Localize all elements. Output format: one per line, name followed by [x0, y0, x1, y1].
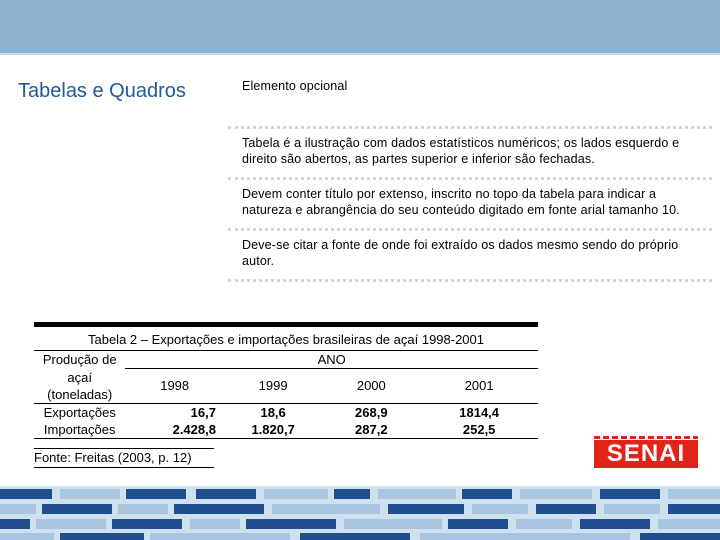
cell-value: 18,6	[260, 404, 286, 420]
table-body	[34, 351, 538, 439]
cell-value: 1814,4	[459, 404, 500, 420]
cell-value: 287,2	[355, 421, 388, 437]
row-label: Exportações	[43, 404, 116, 420]
text-block-optional: Elemento opcional	[228, 70, 712, 129]
year-header-1999: 1999	[224, 369, 322, 404]
top-banner-divider	[0, 53, 720, 55]
logo-stripes	[594, 436, 698, 439]
year-header-1998: 1998	[125, 369, 224, 404]
text-block-title-rule: Devem conter título por extenso, inscrito no topo da tabela para indicar a natureza e abrangência do seu conteúdo digitado em fonte arial tamanho 10.	[228, 180, 712, 231]
text-block-definition: Tabela é a ilustração com dados estatísticos numéricos; os lados esquerdo e direito são abertos, as partes superior e inferior são fechadas.	[228, 129, 712, 180]
header-cell: (toneladas)	[47, 386, 113, 402]
year-header-2001: 2001	[420, 369, 538, 404]
header-cell: açaí	[67, 369, 92, 385]
group-header-ano: ANO	[317, 352, 346, 367]
data-table	[34, 322, 538, 439]
table-header-row	[34, 369, 538, 386]
row-label: Importações	[43, 421, 116, 437]
year-header-2000: 2000	[322, 369, 420, 404]
table-caption: Tabela 2 – Exportações e importações brasileiras de açaí 1998-2001	[87, 332, 485, 347]
cell-value: 2.428,8	[172, 421, 216, 437]
table-row	[34, 421, 538, 439]
senai-logo: SENAI	[594, 440, 698, 468]
header-cell: Produção de	[42, 352, 117, 368]
cell-value: 268,9	[355, 404, 388, 420]
cell-value: 252,5	[462, 421, 496, 437]
table-header-row	[34, 351, 538, 369]
top-banner	[0, 0, 720, 53]
footer-pattern	[0, 486, 720, 540]
slide-title: Tabelas e Quadros	[18, 80, 186, 102]
text-block-source-rule: Deve-se citar a fonte de onde foi extraído os dados mesmo sendo do próprio autor.	[228, 231, 712, 282]
cell-value: 1.820,7	[251, 421, 295, 437]
text-blocks	[228, 70, 712, 282]
table-row	[34, 403, 538, 421]
table-source: Fonte: Freitas (2003, p. 12)	[34, 448, 214, 468]
cell-value: 16,7	[190, 404, 216, 420]
